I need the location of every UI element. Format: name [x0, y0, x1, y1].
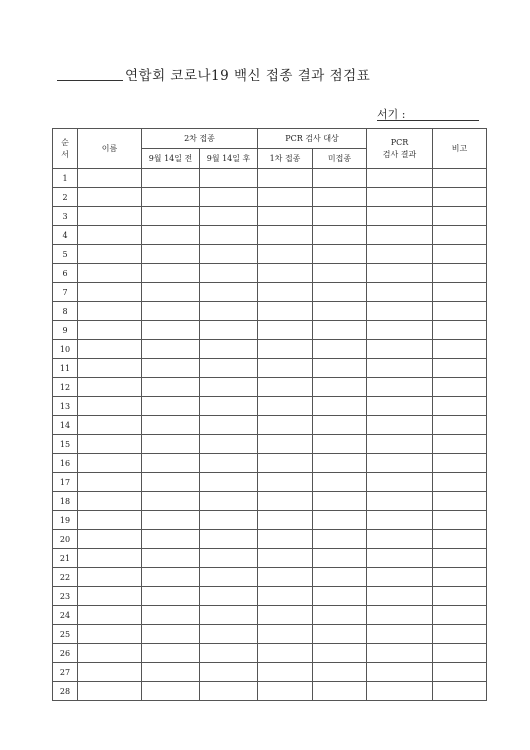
table-row	[53, 549, 487, 568]
name-cell[interactable]	[78, 207, 142, 226]
pcr-unvaccinated-cell[interactable]	[313, 435, 367, 454]
name-cell[interactable]	[78, 530, 142, 549]
header-pcr-target: PCR 검사 대상	[258, 129, 367, 149]
pcr-dose1-cell[interactable]	[258, 568, 313, 587]
dose2-before-cell[interactable]	[142, 264, 200, 283]
name-cell[interactable]	[78, 473, 142, 492]
note-cell[interactable]	[433, 245, 487, 264]
note-cell[interactable]	[433, 378, 487, 397]
dose2-after-cell[interactable]	[200, 663, 258, 682]
writer-field[interactable]	[377, 106, 479, 122]
name-cell[interactable]	[78, 321, 142, 340]
table-row	[53, 302, 487, 321]
pcr-unvaccinated-cell[interactable]	[313, 663, 367, 682]
pcr-unvaccinated-cell[interactable]	[313, 245, 367, 264]
pcr-unvaccinated-cell[interactable]	[313, 587, 367, 606]
writer-input-line[interactable]	[377, 120, 479, 121]
row-number: 11	[53, 359, 78, 378]
pcr-result-cell[interactable]	[367, 568, 433, 587]
table-row	[53, 283, 487, 302]
table-row	[53, 568, 487, 587]
table-row	[53, 663, 487, 682]
row-number: 8	[53, 302, 78, 321]
pcr-result-cell[interactable]	[367, 682, 433, 701]
name-cell[interactable]	[78, 188, 142, 207]
row-number: 7	[53, 283, 78, 302]
row-number: 28	[53, 682, 78, 701]
pcr-dose1-cell[interactable]	[258, 188, 313, 207]
row-number: 20	[53, 530, 78, 549]
table-body	[53, 169, 487, 701]
pcr-result-cell[interactable]	[367, 245, 433, 264]
pcr-unvaccinated-cell[interactable]	[313, 644, 367, 663]
row-number: 4	[53, 226, 78, 245]
pcr-result-cell[interactable]	[367, 663, 433, 682]
note-cell[interactable]	[433, 283, 487, 302]
row-number: 3	[53, 207, 78, 226]
dose2-after-cell[interactable]	[200, 169, 258, 188]
note-cell[interactable]	[433, 587, 487, 606]
row-number: 19	[53, 511, 78, 530]
pcr-dose1-cell[interactable]	[258, 397, 313, 416]
dose2-after-cell[interactable]	[200, 359, 258, 378]
dose2-after-cell[interactable]	[200, 245, 258, 264]
header-dose2-after: 9월 14일 후	[200, 149, 258, 169]
pcr-unvaccinated-cell[interactable]	[313, 378, 367, 397]
pcr-result-cell[interactable]	[367, 264, 433, 283]
header-pcr-unvaccinated: 미접종	[313, 149, 367, 169]
pcr-unvaccinated-cell[interactable]	[313, 473, 367, 492]
row-number: 12	[53, 378, 78, 397]
name-cell[interactable]	[78, 416, 142, 435]
row-number: 26	[53, 644, 78, 663]
writer-label: 서기 :	[377, 108, 406, 121]
pcr-result-cell[interactable]	[367, 302, 433, 321]
dose2-before-cell[interactable]	[142, 340, 200, 359]
name-cell[interactable]	[78, 435, 142, 454]
table-row	[53, 207, 487, 226]
note-cell[interactable]	[433, 511, 487, 530]
name-cell[interactable]	[78, 644, 142, 663]
pcr-result-cell[interactable]	[367, 587, 433, 606]
note-cell[interactable]	[433, 473, 487, 492]
pcr-unvaccinated-cell[interactable]	[313, 568, 367, 587]
pcr-result-cell[interactable]	[367, 378, 433, 397]
dose2-before-cell[interactable]	[142, 378, 200, 397]
dose2-before-cell[interactable]	[142, 606, 200, 625]
dose2-after-cell[interactable]	[200, 682, 258, 701]
pcr-unvaccinated-cell[interactable]	[313, 359, 367, 378]
pcr-dose1-cell[interactable]	[258, 492, 313, 511]
dose2-after-cell[interactable]	[200, 549, 258, 568]
note-cell[interactable]	[433, 435, 487, 454]
table-row	[53, 454, 487, 473]
pcr-unvaccinated-cell[interactable]	[313, 454, 367, 473]
pcr-unvaccinated-cell[interactable]	[313, 397, 367, 416]
note-cell[interactable]	[433, 644, 487, 663]
name-cell[interactable]	[78, 549, 142, 568]
table-row	[53, 340, 487, 359]
dose2-before-cell[interactable]	[142, 416, 200, 435]
pcr-result-cell[interactable]	[367, 492, 433, 511]
pcr-result-cell[interactable]	[367, 511, 433, 530]
row-number: 5	[53, 245, 78, 264]
table-row	[53, 416, 487, 435]
checklist-table	[52, 128, 487, 701]
pcr-result-cell[interactable]	[367, 226, 433, 245]
pcr-unvaccinated-cell[interactable]	[313, 340, 367, 359]
pcr-unvaccinated-cell[interactable]	[313, 682, 367, 701]
name-cell[interactable]	[78, 226, 142, 245]
pcr-result-cell[interactable]	[367, 321, 433, 340]
pcr-result-cell[interactable]	[367, 454, 433, 473]
row-number: 17	[53, 473, 78, 492]
dose2-after-cell[interactable]	[200, 302, 258, 321]
header-row-1	[53, 129, 487, 149]
note-cell[interactable]	[433, 169, 487, 188]
pcr-dose1-cell[interactable]	[258, 245, 313, 264]
pcr-dose1-cell[interactable]	[258, 264, 313, 283]
dose2-after-cell[interactable]	[200, 321, 258, 340]
name-cell[interactable]	[78, 359, 142, 378]
name-cell[interactable]	[78, 663, 142, 682]
dose2-after-cell[interactable]	[200, 587, 258, 606]
table-row	[53, 226, 487, 245]
header-name: 이름	[78, 129, 142, 169]
row-number: 15	[53, 435, 78, 454]
pcr-unvaccinated-cell[interactable]	[313, 283, 367, 302]
dose2-after-cell[interactable]	[200, 473, 258, 492]
note-cell[interactable]	[433, 302, 487, 321]
row-number: 6	[53, 264, 78, 283]
header-dose2-before: 9월 14일 전	[142, 149, 200, 169]
dose2-after-cell[interactable]	[200, 416, 258, 435]
dose2-before-cell[interactable]	[142, 568, 200, 587]
pcr-unvaccinated-cell[interactable]	[313, 416, 367, 435]
pcr-dose1-cell[interactable]	[258, 340, 313, 359]
pcr-dose1-cell[interactable]	[258, 682, 313, 701]
dose2-after-cell[interactable]	[200, 454, 258, 473]
dose2-after-cell[interactable]	[200, 188, 258, 207]
name-cell[interactable]	[78, 511, 142, 530]
row-number: 25	[53, 625, 78, 644]
dose2-after-cell[interactable]	[200, 511, 258, 530]
row-number: 23	[53, 587, 78, 606]
dose2-after-cell[interactable]	[200, 530, 258, 549]
note-cell[interactable]	[433, 359, 487, 378]
note-cell[interactable]	[433, 188, 487, 207]
pcr-unvaccinated-cell[interactable]	[313, 492, 367, 511]
dose2-before-cell[interactable]	[142, 549, 200, 568]
pcr-result-cell[interactable]	[367, 188, 433, 207]
pcr-result-cell[interactable]	[367, 416, 433, 435]
pcr-unvaccinated-cell[interactable]	[313, 606, 367, 625]
dose2-before-cell[interactable]	[142, 397, 200, 416]
pcr-result-cell[interactable]	[367, 359, 433, 378]
pcr-dose1-cell[interactable]	[258, 587, 313, 606]
pcr-result-cell[interactable]	[367, 340, 433, 359]
name-cell[interactable]	[78, 568, 142, 587]
title-blank-line[interactable]	[57, 80, 123, 81]
dose2-after-cell[interactable]	[200, 226, 258, 245]
name-cell[interactable]	[78, 245, 142, 264]
row-number: 14	[53, 416, 78, 435]
name-cell[interactable]	[78, 264, 142, 283]
name-cell[interactable]	[78, 378, 142, 397]
pcr-dose1-cell[interactable]	[258, 625, 313, 644]
pcr-dose1-cell[interactable]	[258, 321, 313, 340]
dose2-before-cell[interactable]	[142, 207, 200, 226]
table-row	[53, 473, 487, 492]
pcr-unvaccinated-cell[interactable]	[313, 169, 367, 188]
dose2-before-cell[interactable]	[142, 245, 200, 264]
row-number: 1	[53, 169, 78, 188]
name-cell[interactable]	[78, 606, 142, 625]
row-number: 24	[53, 606, 78, 625]
dose2-before-cell[interactable]	[142, 454, 200, 473]
dose2-before-cell[interactable]	[142, 625, 200, 644]
table-row	[53, 169, 487, 188]
pcr-dose1-cell[interactable]	[258, 644, 313, 663]
pcr-dose1-cell[interactable]	[258, 169, 313, 188]
dose2-before-cell[interactable]	[142, 492, 200, 511]
row-number: 22	[53, 568, 78, 587]
note-cell[interactable]	[433, 226, 487, 245]
pcr-dose1-cell[interactable]	[258, 359, 313, 378]
pcr-dose1-cell[interactable]	[258, 226, 313, 245]
pcr-dose1-cell[interactable]	[258, 207, 313, 226]
row-number: 16	[53, 454, 78, 473]
dose2-after-cell[interactable]	[200, 397, 258, 416]
dose2-before-cell[interactable]	[142, 663, 200, 682]
dose2-before-cell[interactable]	[142, 359, 200, 378]
pcr-unvaccinated-cell[interactable]	[313, 302, 367, 321]
dose2-after-cell[interactable]	[200, 492, 258, 511]
table-row	[53, 511, 487, 530]
pcr-result-cell[interactable]	[367, 283, 433, 302]
name-cell[interactable]	[78, 454, 142, 473]
table-row	[53, 378, 487, 397]
table-row	[53, 625, 487, 644]
note-cell[interactable]	[433, 340, 487, 359]
row-number: 27	[53, 663, 78, 682]
dose2-after-cell[interactable]	[200, 207, 258, 226]
dose2-before-cell[interactable]	[142, 188, 200, 207]
name-cell[interactable]	[78, 340, 142, 359]
table-row	[53, 530, 487, 549]
table-row	[53, 264, 487, 283]
dose2-before-cell[interactable]	[142, 473, 200, 492]
row-number: 2	[53, 188, 78, 207]
table-row	[53, 435, 487, 454]
pcr-dose1-cell[interactable]	[258, 511, 313, 530]
header-dose2: 2차 접종	[142, 129, 258, 149]
pcr-result-cell[interactable]	[367, 397, 433, 416]
pcr-dose1-cell[interactable]	[258, 473, 313, 492]
dose2-before-cell[interactable]	[142, 530, 200, 549]
pcr-result-cell[interactable]	[367, 435, 433, 454]
table-row	[53, 359, 487, 378]
table-row	[53, 587, 487, 606]
dose2-after-cell[interactable]	[200, 606, 258, 625]
pcr-dose1-cell[interactable]	[258, 606, 313, 625]
pcr-result-cell[interactable]	[367, 549, 433, 568]
pcr-dose1-cell[interactable]	[258, 530, 313, 549]
pcr-unvaccinated-cell[interactable]	[313, 226, 367, 245]
pcr-unvaccinated-cell[interactable]	[313, 530, 367, 549]
note-cell[interactable]	[433, 625, 487, 644]
page-title: 연합회 코로나19 백신 접종 결과 점검표	[125, 68, 371, 84]
dose2-before-cell[interactable]	[142, 644, 200, 663]
row-number: 13	[53, 397, 78, 416]
table-row	[53, 606, 487, 625]
pcr-unvaccinated-cell[interactable]	[313, 511, 367, 530]
note-cell[interactable]	[433, 530, 487, 549]
note-cell[interactable]	[433, 416, 487, 435]
name-cell[interactable]	[78, 397, 142, 416]
pcr-result-cell[interactable]	[367, 207, 433, 226]
dose2-after-cell[interactable]	[200, 625, 258, 644]
pcr-result-cell[interactable]	[367, 473, 433, 492]
table-row	[53, 397, 487, 416]
pcr-unvaccinated-cell[interactable]	[313, 625, 367, 644]
dose2-before-cell[interactable]	[142, 169, 200, 188]
dose2-before-cell[interactable]	[142, 302, 200, 321]
dose2-after-cell[interactable]	[200, 435, 258, 454]
pcr-dose1-cell[interactable]	[258, 454, 313, 473]
note-cell[interactable]	[433, 663, 487, 682]
pcr-result-cell[interactable]	[367, 530, 433, 549]
pcr-dose1-cell[interactable]	[258, 663, 313, 682]
note-cell[interactable]	[433, 606, 487, 625]
pcr-dose1-cell[interactable]	[258, 378, 313, 397]
pcr-dose1-cell[interactable]	[258, 283, 313, 302]
pcr-dose1-cell[interactable]	[258, 302, 313, 321]
pcr-unvaccinated-cell[interactable]	[313, 264, 367, 283]
note-cell[interactable]	[433, 492, 487, 511]
dose2-after-cell[interactable]	[200, 568, 258, 587]
dose2-after-cell[interactable]	[200, 378, 258, 397]
table-row	[53, 188, 487, 207]
note-cell[interactable]	[433, 454, 487, 473]
dose2-before-cell[interactable]	[142, 511, 200, 530]
table-row	[53, 492, 487, 511]
name-cell[interactable]	[78, 625, 142, 644]
pcr-unvaccinated-cell[interactable]	[313, 188, 367, 207]
table-row	[53, 644, 487, 663]
pcr-dose1-cell[interactable]	[258, 416, 313, 435]
dose2-after-cell[interactable]	[200, 264, 258, 283]
dose2-before-cell[interactable]	[142, 435, 200, 454]
title-row	[57, 64, 477, 82]
header-pcr-result: PCR 검사 결과	[367, 129, 433, 169]
dose2-after-cell[interactable]	[200, 283, 258, 302]
name-cell[interactable]	[78, 283, 142, 302]
dose2-before-cell[interactable]	[142, 321, 200, 340]
row-number: 10	[53, 340, 78, 359]
dose2-before-cell[interactable]	[142, 587, 200, 606]
dose2-before-cell[interactable]	[142, 283, 200, 302]
name-cell[interactable]	[78, 587, 142, 606]
pcr-unvaccinated-cell[interactable]	[313, 549, 367, 568]
table-row	[53, 682, 487, 701]
pcr-dose1-cell[interactable]	[258, 435, 313, 454]
pcr-result-cell[interactable]	[367, 606, 433, 625]
note-cell[interactable]	[433, 321, 487, 340]
name-cell[interactable]	[78, 682, 142, 701]
note-cell[interactable]	[433, 682, 487, 701]
dose2-after-cell[interactable]	[200, 644, 258, 663]
header-pcr-dose1: 1차 접종	[258, 149, 313, 169]
pcr-result-cell[interactable]	[367, 169, 433, 188]
row-number: 9	[53, 321, 78, 340]
table-row	[53, 245, 487, 264]
table-row	[53, 321, 487, 340]
pcr-dose1-cell[interactable]	[258, 549, 313, 568]
dose2-after-cell[interactable]	[200, 340, 258, 359]
row-number: 21	[53, 549, 78, 568]
note-cell[interactable]	[433, 207, 487, 226]
row-number: 18	[53, 492, 78, 511]
header-seq: 순 서	[53, 129, 78, 169]
note-cell[interactable]	[433, 568, 487, 587]
pcr-unvaccinated-cell[interactable]	[313, 321, 367, 340]
name-cell[interactable]	[78, 169, 142, 188]
note-cell[interactable]	[433, 549, 487, 568]
header-note: 비고	[433, 129, 487, 169]
pcr-result-cell[interactable]	[367, 625, 433, 644]
dose2-before-cell[interactable]	[142, 682, 200, 701]
note-cell[interactable]	[433, 397, 487, 416]
dose2-before-cell[interactable]	[142, 226, 200, 245]
pcr-unvaccinated-cell[interactable]	[313, 207, 367, 226]
note-cell[interactable]	[433, 264, 487, 283]
pcr-result-cell[interactable]	[367, 644, 433, 663]
name-cell[interactable]	[78, 492, 142, 511]
name-cell[interactable]	[78, 302, 142, 321]
